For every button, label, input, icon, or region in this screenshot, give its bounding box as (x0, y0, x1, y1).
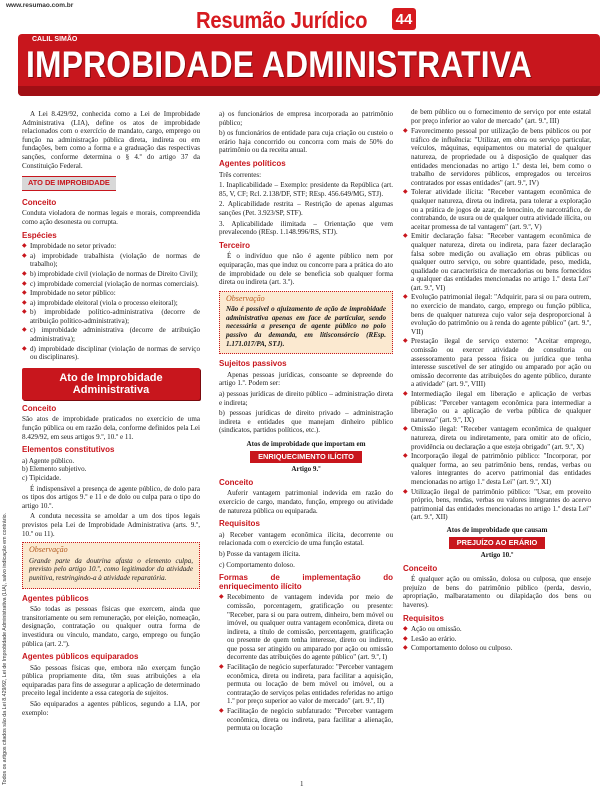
list-item: ◆ Comportamento doloso ou culposo. (403, 644, 591, 653)
paragraph: É indispensável a presença de agente público, de dolo para os tipos dos artigos 9.º e 11 e de dolo ou culpa para o tipo do artigo 10.º. (22, 484, 200, 510)
list-item: c) Comportamento doloso. (219, 560, 295, 569)
column-1 (22, 110, 200, 719)
intro-paragraph: A Lei 8.429/92, conhecida como a Lei de Improbidade Administrativa (LIA), define os atos de improbidade relacionados com o exercício de mandato, cargo, emprego ou função na administração pública direta, indireta ou em fundações, bem como a forma e a graduação das respectivas sanções, conforme determina o § 4.º do artigo 37 da Constituição Federal. (22, 110, 200, 170)
list-item: ◆ Utilização ilegal de patrimônio público: "Usar, em proveito próprio, bens, rendas, verbas ou valores integrantes do acervo patrimonial das entidades mencionadas no artigo 1.º desta Lei" (art. 9.º, XII) (403, 488, 591, 522)
brand-logo (196, 6, 391, 34)
list-item: ◆ c) improbidade administrativa (decorre de atribuição administrativa); (22, 326, 200, 343)
issue-number-badge: 44 (392, 8, 416, 30)
article-ref: Artigo 9.º (291, 465, 321, 474)
heading-formas: Formas de implementação do enriquecimento ilícito (219, 573, 393, 591)
paragraph: São equiparados a agentes públicos, segundo a LIA, por exemplo: (22, 700, 200, 717)
paragraph: Auferir vantagem patrimonial indevida em razão do exercício de cargo, mandato, função, emprego ou atividade de natureza pública ou equiparada. (219, 489, 393, 515)
list-item: a) os funcionários de empresa incorporada ao patrimônio público; (219, 110, 393, 127)
list-item: 2. Aplicabilidade restrita – Restrição de apenas algumas sanções (Pet. 3.923/SP, STF). (219, 200, 393, 217)
heading-conceito: Conceito (219, 477, 254, 487)
site-url[interactable]: www.resumao.com.br (6, 2, 74, 9)
heading-conceito: Conceito (403, 563, 438, 573)
especies-list (22, 242, 200, 362)
list-item: b) Posse da vantagem ilícita. (219, 549, 301, 558)
observation-text: Grande parte da doutrina afasta o elemento culpa, previsto pelo artigo 10.º, como legitimador da atividade punitiva, restringindo-a à atividade reparatória. (29, 556, 193, 582)
heading-requisitos: Requisitos (219, 519, 260, 529)
section-bar-enriquecimento-ilicito: ENRIQUECIMENTO ILÍCITO (250, 451, 362, 464)
observation-text: Não é possível o ajuizamento de ação de improbidade administrativa apenas em face de particular, sendo necessária a presença de agente público no polo passivo da demanda, em litisconsórcio (REsp. 1.171.017/PA, STJ). (226, 305, 386, 348)
formas-list (219, 593, 393, 733)
heading-conceito: Conceito (22, 403, 57, 413)
list-item: ◆ Facilitação de negócio superfaturado: "Perceber vantagem econômica, direta ou indireta, para facilitar a aquisição, permuta ou locação de bem móvel ou imóvel, ou a contratação de serviços pelas entidades referidas no artigo 1.º por preço superior ao valor de mercado" (art. 9.º, II) (219, 663, 393, 706)
list-item: ◆ Evolução patrimonial ilegal: "Adquirir, para si ou para outrem, no exercício de mandato, cargo, emprego ou função pública, bens de qualquer natureza cujo valor seja desproporcional à evolução do patrimônio ou à renda do agente público" (art. 9.º, VII) (403, 293, 591, 336)
title-banner (18, 34, 600, 96)
paragraph: Três correntes: (219, 170, 262, 179)
brand-name: Resumão Jurídico (196, 6, 368, 33)
list-item: ◆ Intermediação ilegal em liberação e aplicação de verbas públicas: "Perceber vantagem econômica para intermediar a liberação ou a aplicação de verba pública de qualquer natureza" (art. 9.º, IX) (403, 390, 591, 424)
paragraph: Apenas pessoas jurídicas, consoante se depreende do artigo 1.º. Podem ser: (219, 370, 393, 388)
list-item: ◆ b) improbidade civil (violação de normas de Direito Civil); (22, 270, 200, 279)
column-2 (219, 110, 393, 734)
paragraph: São pessoas físicas que, embora não exerçam função pública propriamente dita, têm suas atribuições a ela equiparadas para fins de assegurar a aplicação de determinado preceito legal incidente a essa categoria de sujeitos. (22, 663, 200, 698)
side-note: Todos os artigos citados são da Lei 8.429/92, Lei de Improbidade Administrativa (LIA), salvo indicação em contrário. (2, 512, 8, 785)
heading-agentes-publicos: Agentes públicos (22, 593, 89, 603)
paragraph: São todas as pessoas físicas que exercem, ainda que transitoriamente ou sem remuneração, por eleição, nomeação, designação, contratação ou qualquer outra forma de investidura ou vínculo, mandato, cargo, emprego ou função pública (art. 2.º). (22, 605, 200, 648)
requisitos-list (403, 625, 591, 653)
caption: Atos de improbidade que importam em (246, 440, 366, 448)
paragraph: É o indivíduo que não é agente público nem por equiparação, mas que induz ou concorre para a prática do ato de improbidade ou dele se beneficia sob qualquer forma direta ou indireta (art. 3.º). (219, 252, 393, 287)
caption: Atos de improbidade que causam (446, 525, 548, 534)
list-item: a) Agente público. (22, 456, 75, 465)
list-item: ◆ d) improbidade disciplinar (violação de normas de serviço ou disciplinares). (22, 345, 200, 362)
list-item: ◆ Favorecimento pessoal por utilização de bens públicos ou por tráfico de influência: "Utilizar, em obra ou serviço particular, veículos, máquinas, equipamentos ou material de qualquer natureza, de propriedade ou à disposição de qualquer das entidades mencionadas no artigo 1.º desta lei, bem como o trabalho de servidores públicos, empregados ou terceiros contratados por essas entidades" (art. 9.º, IV) (403, 127, 591, 187)
heading-terceiro: Terceiro (219, 240, 250, 250)
author: CALIL SIMÃO (32, 36, 78, 43)
list-item: ◆ Incorporação ilegal de patrimônio público: "Incorporar, por qualquer forma, ao seu patrimônio bens, rendas, verbas ou valores integrantes do acervo patrimonial das entidades mencionadas no artigo 1.º desta Lei" (art. 9.º, XI) (403, 452, 591, 486)
list-item: ◆ Emitir declaração falsa: "Receber vantagem econômica de qualquer natureza, direta ou indireta, para fazer declaração falsa sobre medição ou avaliação em obras públicas ou qualquer outro serviço, ou sobre quantidade, peso, medida, qualidade ou característica de mercadorias ou bens fornecidos a qualquer das entidades mencionadas no artigo 1.º desta Lei" (art. 9.º, VI) (403, 232, 591, 292)
heading-conceito: Conceito (22, 197, 57, 207)
formas-list-continued (403, 127, 591, 522)
list-item: ◆ a) improbidade trabalhista (violação de normas de trabalho); (22, 252, 200, 269)
list-item: ◆ Improbidade no setor privado: (22, 242, 200, 251)
list-item: ◆ Omissão ilegal: "Receber vantagem econômica de qualquer natureza, direta ou indiretamente, para omitir ato de ofício, providência ou declaração a que esteja obrigado" (art. 9.º, X) (403, 425, 591, 451)
conceito-text: Conduta violadora de normas legais e morais, compreendida como ação desonesta ou corrupta. (22, 209, 200, 226)
list-item: ◆ Improbidade no setor público: (22, 289, 200, 298)
heading-especies: Espécies (22, 230, 57, 240)
list-item: ◆ Lesão ao erário. (403, 635, 591, 644)
paragraph: É qualquer ação ou omissão, dolosa ou culposa, que enseje prejuízo de bens do patrimônio público (perda, desvio, apropriação, malbaratamento ou dilapidação dos bens ou haveres). (403, 575, 591, 610)
list-item: b) Elemento subjetivo. (22, 465, 87, 474)
column-3 (403, 108, 591, 654)
list-item: a) Receber vantagem econômica ilícita, decorrente ou relacionada com o exercício de uma função estatal. (219, 530, 393, 548)
heading-sujeitos-passivos: Sujeitos passivos (219, 359, 287, 369)
list-item: ◆ b) improbidade político-administrativa (decorre de atribuição político-administrativa); (22, 308, 200, 325)
section-bar-prejuizo-erario: PREJUÍZO AO ERÁRIO (449, 537, 546, 550)
list-item: a) pessoas jurídicas de direito público – administração direta e indireta; (219, 390, 393, 407)
heading-requisitos: Requisitos (403, 613, 444, 623)
list-item: 1. Inaplicabilidade – Exemplo: presidente da República (art. 85, V, CF; Rcl. 2.138/DF, STF; REsp. 456.649/MG, STJ). (219, 181, 393, 198)
heading-agentes-politicos: Agentes políticos (219, 158, 286, 168)
observation-title: Observação (226, 293, 265, 303)
list-item: ◆ a) improbidade eleitoral (viola o processo eleitoral); (22, 299, 200, 308)
observation-box (219, 291, 393, 355)
list-item: ◆ Facilitação de negócio subfaturado: "Perceber vantagem econômica, direta ou indireta, para facilitar a alienação, permuta ou locação (219, 707, 393, 733)
page-title: IMPROBIDADE ADMINISTRATIVA (26, 44, 532, 85)
paragraph: de bem público ou o fornecimento de serviço por ente estatal por preço inferior ao valor de mercado" (art. 9.º, III) (411, 108, 591, 125)
observation-box (22, 542, 200, 588)
page-number: 1 (300, 780, 304, 788)
list-item: ◆ Recebimento de vantagem indevida por meio de comissão, porcentagem, gratificação ou presente: "Receber, para si ou para outrem, dinheiro, bem móvel ou imóvel, ou qualquer outra vantagem econômica, direta ou indireta, a título de comissão, percentagem, gratificação ou presente de quem tenha interesse, direto ou indireto, que possa ser atingido ou amparado por ação ou omissão decorrente das atribuições do agente público" (art. 9.º, I) (219, 593, 393, 662)
observation-title: Observação (29, 545, 68, 555)
list-item: b) pessoas jurídicas de direito privado – administração indireta e entidades que manejam dinheiro público (sindicatos, partidos políticos, etc.). (219, 409, 393, 435)
list-item: c) Tipicidade. (22, 474, 62, 482)
paragraph: A conduta necessita se amoldar a um dos tipos legais previstos pela Lei de Improbidade Administrativa (arts. 9.º, 10.º ou 11). (22, 512, 200, 538)
section-tag-ato-improbidade: ATO DE IMPROBIDADE (22, 176, 116, 191)
article-ref: Artigo 10.º (480, 551, 514, 560)
conceito-text: São atos de improbidade praticados no exercício de uma função pública ou em razão dela, conforme definidos pela Lei 8.429/92, em seus artigos 9.º, 10.º e 11. (22, 415, 200, 441)
list-item: ◆ c) improbidade comercial (violação de normas comerciais). (22, 280, 200, 289)
heading-agentes-equiparados: Agentes públicos equiparados (22, 652, 139, 662)
list-item: b) os funcionários de entidade para cuja criação ou custeio o erário haja concorrido ou concorra com mais de 50% do patrimônio ou da receita anual. (219, 129, 393, 155)
list-item: ◆ Prestação ilegal de serviço externo: "Aceitar emprego, comissão ou exercer atividade de consultoria ou assessoramento para pessoa física ou jurídica que tenha interesse suscetível de ser atingido ou amparado por ação ou omissão decorrente das atribuições do agente público, durante a atividade" (art. 9.º, VIII) (403, 337, 591, 389)
heading-elementos: Elementos constitutivos (22, 445, 115, 455)
section-box-ato-improbidade-administrativa: Ato de Improbidade Administrativa (22, 368, 200, 400)
list-item: 3. Aplicabilidade ilimitada – Orientação que vem prevalecendo (REsp. 1.148.996/RS, STJ). (219, 219, 393, 237)
list-item: ◆ Tolerar atividade ilícita: "Receber vantagem econômica de qualquer natureza, direta ou indireta, para tolerar a exploração ou a prática de jogos de azar, de lenocínio, de narcotráfico, de contrabando, de usura ou de qualquer outra atividade ilícita, ou aceitar promessa de tal vantagem" (art. 9.º, V) (403, 188, 591, 231)
list-item: ◆ Ação ou omissão. (403, 625, 591, 634)
